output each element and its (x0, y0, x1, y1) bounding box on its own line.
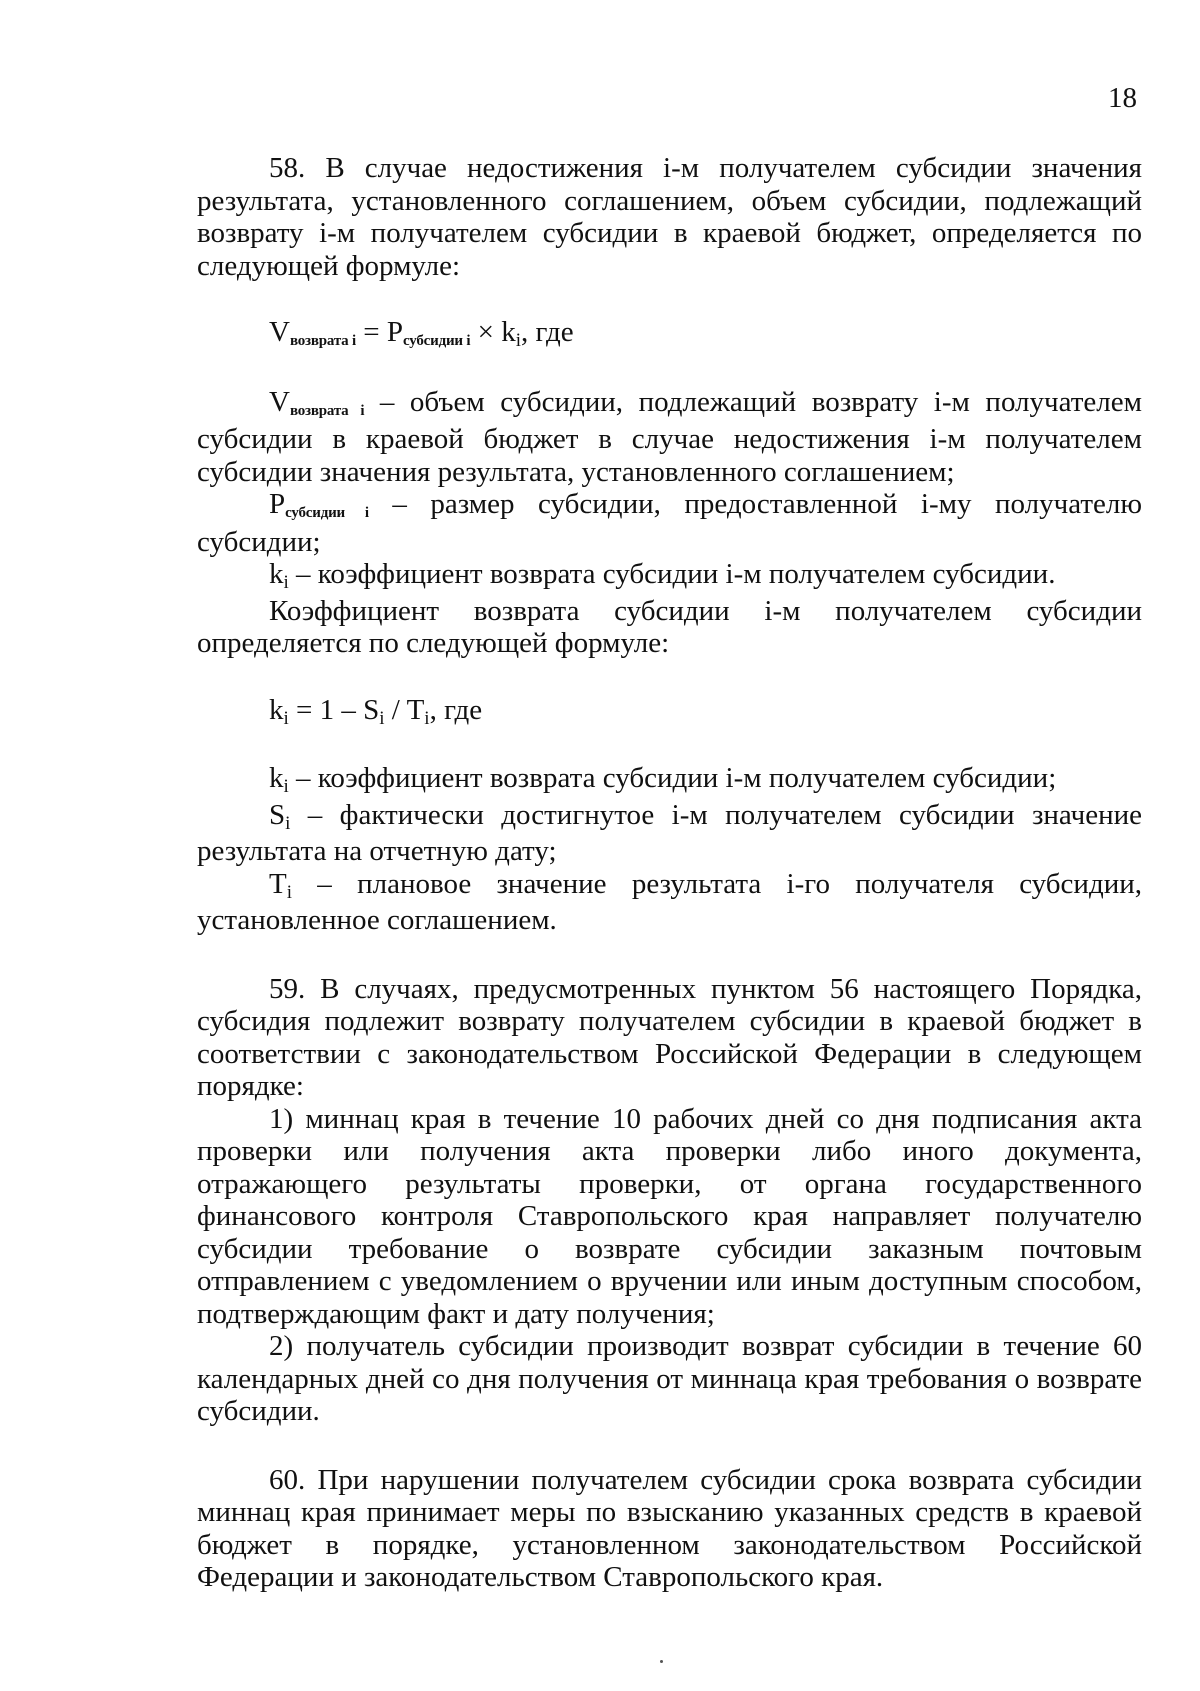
definition-t: Ti – плановое значение результата i-го получателя субсидии, установленное соглашением. (197, 867, 1142, 936)
scan-speck (660, 1660, 663, 1663)
paragraph-59-item-1: 1) миннац края в течение 10 рабочих дней со дня подписания акта проверки или получения акта проверки либо иного документа, отражающего результаты проверки, от органа государственного финансового контроля Ставропольского края направляет получателю субсидии требование о возврате субсидии заказным почтовым отправлением с уведомлением о вручении или иным доступным способом, подтверждающим факт и дату получения; (197, 1102, 1142, 1330)
definition-s: Si – фактически достигнутое i-м получателем субсидии значение результата на отчетную дату; (197, 798, 1142, 867)
formula-coefficient: ki = 1 – Si / Ti, где (269, 693, 483, 729)
paragraph-60: 60. При нарушении получателем субсидии срока возврата субсидии миннац края принимает меры по взысканию указанных средств в краевой бюджет в порядке, установленном законодательством Российской Федерации и законодательством Ставропольского края. (197, 1463, 1142, 1593)
paragraph-58: 58. В случае недостижения i-м получателем субсидии значения результата, установленного соглашением, объем субсидии, подлежащий возврату i-м получателем субсидии в краевой бюджет, определяется по следующей формуле: (197, 152, 1142, 282)
definition-k: ki – коэффициент возврата субсидии i-м получателем субсидии. (269, 558, 1056, 593)
document-body (197, 152, 1142, 1594)
coefficient-paragraph: Коэффициент возврата субсидии i-м получателем субсидии определяется по следующей формуле: (197, 594, 1142, 659)
definition-k2: ki – коэффициент возврата субсидии i-м получателем субсидии; (269, 762, 1057, 797)
definition-v: Vвозврата i – объем субсидии, подлежащий возврату i-м получателем субсидии в краевой бюджет в случае недостижения i-м получателем субсидии значения результата, установленного соглашением; (197, 385, 1142, 488)
paragraph-59-item-2: 2) получатель субсидии производит возврат субсидии в течение 60 календарных дней со дня получения от миннаца края требования о возврате субсидии. (197, 1330, 1142, 1427)
definition-p: Pсубсидии i – размер субсидии, предоставленной i-му получателю субсидии; (197, 488, 1143, 558)
paragraph-59: 59. В случаях, предусмотренных пунктом 56 настоящего Порядка, субсидия подлежит возврату получателем субсидии в краевой бюджет в соответствии с законодательством Российской Федерации в следующем порядке: (197, 972, 1142, 1102)
formula-refund-volume: Vвозврата i = Pсубсидии i × ki, где (269, 316, 574, 351)
page-number: 18 (1108, 82, 1137, 114)
